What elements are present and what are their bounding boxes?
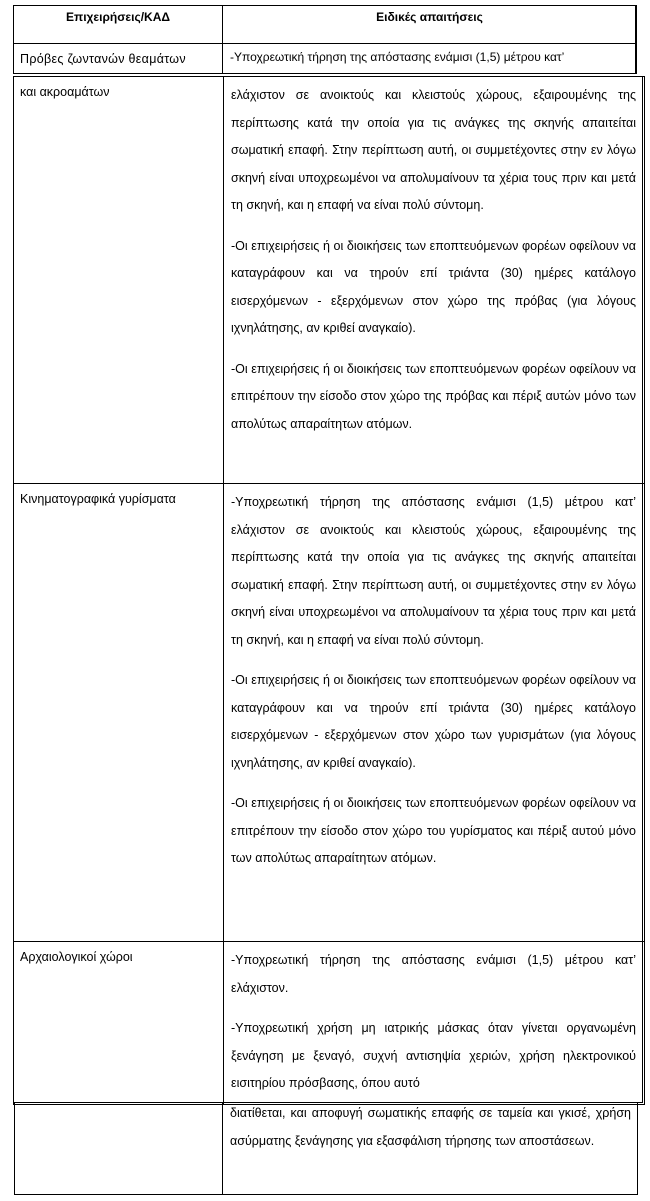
row1-label-part-b: και ακροαμάτων <box>20 85 110 99</box>
header-cell-businesses <box>13 5 223 44</box>
row1-paragraph-1: ελάχιστον σε ανοικτούς και κλειστούς χώρους, εξαιρουμένης της περίπτωσης κατά την οποία για τις ανάγκες της σκηνής απαιτείται σωματική επαφή. Στην περίπτωση αυτή, οι συμμετέχοντες στην εν λόγω σκηνή είναι υποχρεωμένοι να απολυμαίνουν τα χέρια τους πριν και μετά τη σκηνή, και η επαφή να είναι πολύ σύντομη. <box>231 88 636 212</box>
row1-text-cell-top <box>222 43 637 74</box>
header-requirements-label: Ειδικές απαιτήσεις <box>376 10 483 24</box>
row3-label: Αρχαιολογικοί χώροι <box>20 950 133 964</box>
table-block-top <box>13 5 636 74</box>
row2-label-cell <box>13 483 224 942</box>
row1-label-cell-top <box>13 43 223 74</box>
table-block-main <box>13 76 643 1103</box>
row3-paragraph-1: -Υποχρεωτική τήρηση της απόστασης ενάμισι (1,5) μέτρου κατ’ ελάχιστον. <box>231 953 636 995</box>
row1-paragraph-2: -Οι επιχειρήσεις ή οι διοικήσεις των εποπτευόμενων φορέων οφείλουν να καταγράφουν και να τηρούν επί τριάντα (30) ημέρες κατάλογο εισερχόμενων - εξερχόμενων στον χώρο της πρόβας (για λόγους ιχνηλάτησης, αν κριθεί αναγκαίο). <box>231 238 636 335</box>
row3-paragraph-2: -Υποχρεωτική χρήση μη ιατρικής μάσκας όταν γίνεται οργανωμένη ξενάγηση με ξεναγό, συχνή αντισηψία χεριών, χρήση ηλεκτρονικού εισιτηρίου πρόσβασης, όπου αυτό <box>231 1021 636 1090</box>
row3-label-cell <box>13 941 224 1105</box>
row1-requirements-cell <box>223 76 645 484</box>
continuation-block <box>14 1103 638 1195</box>
row1-label-part-a: Πρόβες ζωντανών θεαμάτων <box>20 52 186 66</box>
row2-label: Κινηματογραφικά γυρίσματα <box>20 492 176 506</box>
row2-paragraph-2: -Οι επιχειρήσεις ή οι διοικήσεις των εποπτευόμενων φορέων οφείλουν να καταγράφουν και να τηρούν επί τριάντα (30) ημέρες κατάλογο εισερχόμενων - εξερχόμενων στον χώρο των γυρισμάτων (για λόγους ιχνηλάτησης, αν κριθεί αναγκαίο). <box>231 673 636 770</box>
header-cell-requirements <box>222 5 637 44</box>
row1-first-line: -Υποχρεωτική τήρηση της απόστασης ενάμισι (1,5) μέτρου κατ’ <box>230 50 565 64</box>
row3-requirements-cell <box>223 941 645 1105</box>
row1-paragraph-3: -Οι επιχειρήσεις ή οι διοικήσεις των εποπτευόμενων φορέων οφείλουν να επιτρέπουν την είσοδο στον χώρο της πρόβας και πέριξ αυτών μόνο των απολύτως απαραίτητων ατόμων. <box>231 361 636 431</box>
row2-paragraph-3: -Οι επιχειρήσεις ή οι διοικήσεις των εποπτευόμενων φορέων οφείλουν να επιτρέπουν την είσοδο στον χώρο του γυρίσματος και πέριξ αυτού μόνο των απολύτως απαραίτητων ατόμων. <box>231 796 636 865</box>
row2-paragraph-1: -Υποχρεωτική τήρηση της απόστασης ενάμισι (1,5) μέτρου κατ’ ελάχιστον σε ανοικτούς και κλειστούς χώρους, εξαιρουμένης της περίπτωσης κατά την οποία για τις ανάγκες της σκηνής απαιτείται σωματική επαφή. Στην περίπτωση αυτή, οι συμμετέχοντες στην εν λόγω σκηνή είναι υποχρεωμένοι να απολυμαίνουν τα χέρια τους πριν και μετά τη σκηνή, και η επαφή να είναι πολύ σύντομη. <box>231 495 636 647</box>
row1-label-cell <box>13 76 224 484</box>
row2-requirements-cell <box>223 483 645 942</box>
row3-continuation-text: διατίθεται, και αποφυγή σωματικής επαφής σε ταμεία και γκισέ, χρήση ασύρματης ξενάγησης για εξασφάλιση τήρησης των αποστάσεων. <box>230 1106 631 1148</box>
header-businesses-label: Επιχειρήσεις/ΚΑΔ <box>66 10 170 24</box>
